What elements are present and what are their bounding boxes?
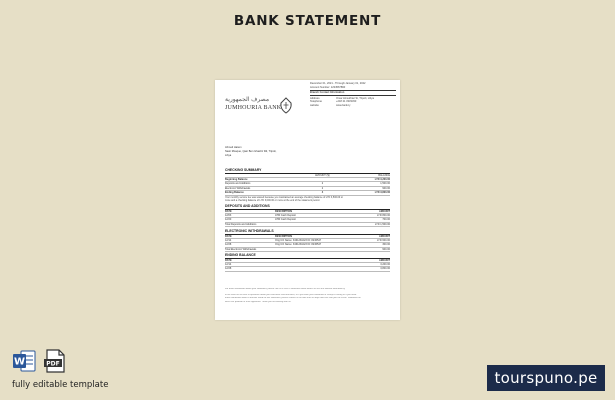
fee-note: more and a checking balance of LYD 3,000.00 or more at the end of the statement period.: [225, 198, 320, 202]
section-title: DEPOSITS AND ADDITIONS: [225, 204, 390, 210]
footer-text: For more information about your statement, please call us or visit a Jumhouria Bank branch or visit our website www.bank.ly: [225, 288, 345, 290]
customer-block: [225, 146, 276, 157]
summary-header-row: AMOUNT ($) BALANCE: [225, 174, 390, 178]
statement-document: [215, 80, 400, 320]
bank-name-arabic: مصرف الجمهورية: [225, 97, 270, 103]
statement-footer: [225, 288, 390, 307]
statement-header: [310, 82, 396, 108]
page-title: BANK STATEMENT: [233, 13, 382, 29]
table-total-row: Total Electronic Withdrawals 900.00: [225, 247, 390, 251]
table-row: 12/28 Orig CO Name: 3461231023 ID: 8236547 300.00: [225, 243, 390, 247]
table-row: 12/20 ATM Cash Deposit 700.00: [225, 218, 390, 222]
table-row: Deposits and Additions 2 1,500.00: [225, 182, 390, 186]
account-number: Account Number: 1234567890: [310, 85, 346, 89]
editable-caption: fully editable template: [12, 380, 109, 390]
customer-address: Nasir Mosque, Qasr Ben Ghashir Rd, Tripoli,: [225, 149, 277, 153]
checking-summary: [225, 168, 390, 202]
file-format-icons: [12, 349, 67, 373]
svg-text:W: W: [13, 356, 26, 368]
brand-badge[interactable]: tourspuno.pe: [487, 365, 605, 391]
bank-emblem-icon: [279, 97, 293, 114]
branch-row: website www.bank.ly: [310, 103, 351, 107]
statement-period: December 01, 2021 - Through January 01, 2022: [310, 82, 366, 85]
footer-text: In the event of an error or questions about your electronic fund transfers, or if you think your statement or receipt is wrong or if you need: [225, 294, 357, 297]
table-row: Electronic Withdrawals 2 900.00: [225, 186, 390, 190]
withdrawals-section: [225, 229, 390, 252]
ending-balance-section: [225, 253, 390, 272]
table-row: 12/14 Orig CO Name: 3461231023 ID: 8236547 LYD 600.00: [225, 238, 390, 242]
table-header-row: DATE AMOUNT: [225, 258, 390, 262]
branch-info-title: Branch Contact Information: [310, 90, 396, 96]
table-row: 12/03 ATM Cash Deposit LYD 800.00: [225, 213, 390, 217]
svg-text:PDF: PDF: [46, 360, 60, 368]
table-row: 12/28 3,800.00: [225, 267, 390, 271]
table-row: Beginning Balance LYD 3,200.00: [225, 177, 390, 181]
footer-text: which the problem or error appeared. Thank you for banking with us.: [225, 300, 292, 303]
branch-row: Telephone +218 21 3333333: [310, 100, 357, 104]
section-title: ELECTRONIC WITHDRAWALS: [225, 229, 390, 235]
customer-name: Ahmed Hatem: [225, 146, 242, 149]
section-title: ENDING BALANCE: [225, 253, 390, 259]
customer-address: Libya: [225, 153, 232, 157]
section-title: CHECKING SUMMARY: [225, 168, 390, 174]
table-header-row: DATE DESCRIPTION AMOUNT: [225, 234, 390, 238]
table-row: Ending Balance 4 LYD 3,800.00: [225, 191, 390, 195]
branch-row: Address Omar Almukhtar St, Tripoli, Libya: [310, 96, 374, 100]
bank-name-english: JUMHOURIA BANK: [225, 105, 282, 111]
deposits-section: [225, 204, 390, 227]
table-row: 12/14 3,200.00: [225, 262, 390, 266]
footer-text: more information about a transfer listed on this statement, please contact us no later than 60 days after we sent you the FIRST statement on: [225, 297, 361, 300]
fee-note: Your monthly service fee was waived because you maintained an average checking balance of LYD 3,500.00 or: [225, 195, 344, 199]
word-icon[interactable]: [12, 349, 36, 373]
bank-logo: [225, 96, 287, 116]
table-header-row: DATE DESCRIPTION AMOUNT: [225, 209, 390, 213]
pdf-icon[interactable]: [43, 349, 67, 373]
table-total-row: Total Deposits and Additions LYD 1,500.00: [225, 222, 390, 226]
